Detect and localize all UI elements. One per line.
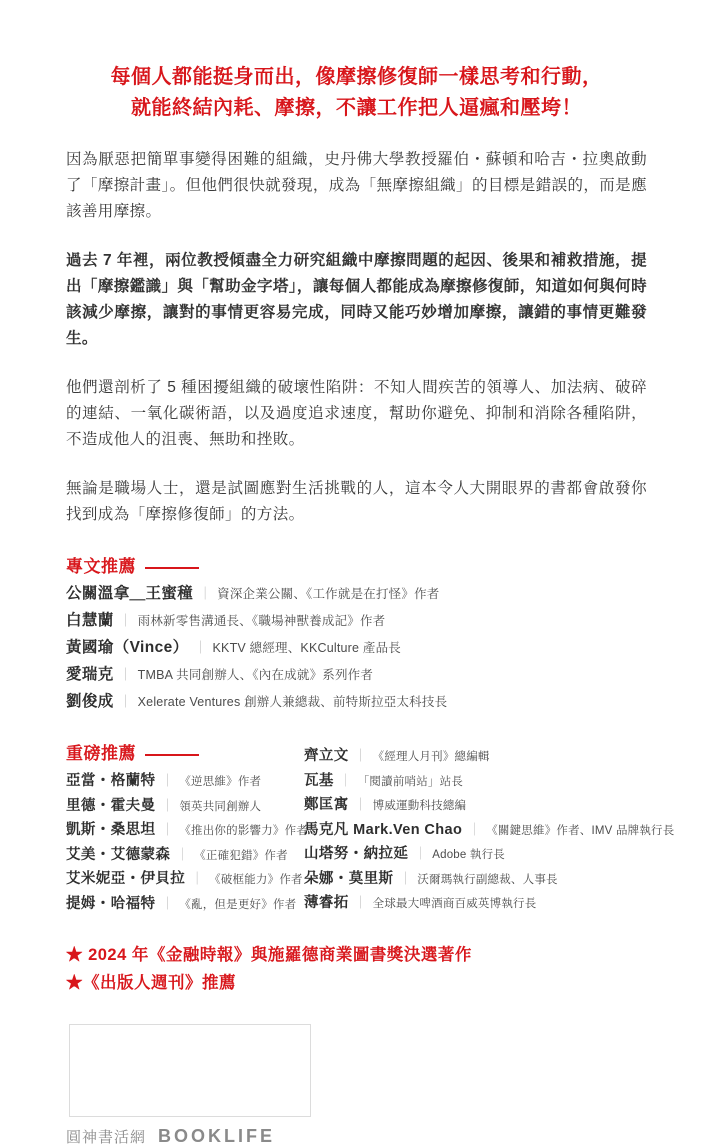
recommender-row [66, 869, 304, 891]
traps-paragraph: 他們還剖析了 5 種困擾組織的破壞性陷阱：不知人間疾苦的領導人、加法病、破碎的連結、一氧化碳術語，以及過度追求速度，幫助你避免、抑制和消除各種陷阱，不造成他人的沮喪、無助和挫敗。 [66, 379, 647, 448]
recommender-name: 亞當・格蘭特 [66, 773, 156, 789]
recommender-title: 博威運動科技總編 [372, 800, 467, 812]
recommender-name: 山塔努・納拉延 [304, 846, 409, 862]
heading-dash-line [145, 567, 199, 570]
recommender-title: 「閱讀前哨站」站長 [357, 775, 464, 788]
logo-chinese-text: 圓神書活網 [66, 1129, 147, 1146]
recommender-name: 提姆・哈福特 [66, 895, 156, 912]
recommender-row [304, 869, 674, 891]
award-line: ★ 2024 年《金融時報》與施羅德商業圖書獎決選著作 [66, 946, 472, 964]
separator-bar: ｜ [175, 846, 189, 862]
recommender-name: 凱斯・桑思坦 [66, 822, 156, 838]
recommender-title: TMBA 共同創辦人、《內在成就》系列作者 [137, 668, 374, 682]
separator-bar: ｜ [354, 748, 368, 763]
recommender-name: 鄭匡寓 [304, 797, 349, 813]
recommender-name: 朵娜・莫里斯 [304, 870, 394, 887]
recommender-row [66, 820, 309, 842]
award-line: ★《出版人週刊》推薦 [66, 974, 236, 992]
recommender-name: 黃國瑜（Vince） [66, 639, 189, 656]
recommender-title: 《推出你的影響力》作者 [179, 825, 309, 837]
recommender-title: 沃爾瑪執行副總裁、人事長 [417, 873, 558, 886]
recommender-name: 里德・霍夫曼 [66, 797, 156, 814]
recommender-row [66, 691, 647, 713]
recommender-name: 白慧蘭 [66, 612, 114, 629]
recommender-row [66, 771, 304, 793]
separator-bar: ｜ [119, 694, 133, 709]
separator-bar: ｜ [354, 895, 368, 910]
separator-bar: ｜ [198, 586, 212, 601]
featured-recommendations-section [66, 556, 647, 713]
recommender-title: Xelerate Ventures 創辦人兼總裁、前特斯拉亞太科技長 [137, 695, 448, 709]
recommender-name: 齊立文 [304, 748, 349, 764]
intro-paragraph: 因為厭惡把簡單事變得困難的組織，史丹佛大學教授羅伯・蘇頓和哈吉・拉奧啟動了「摩擦計畫」。但他們很快就發現，成為「無摩擦組織」的目標是錯誤的，而是應該善用摩擦。 [66, 151, 647, 220]
separator-bar: ｜ [339, 772, 353, 788]
section-heading-label: 專文推薦 [66, 557, 136, 576]
separator-bar: ｜ [160, 822, 174, 837]
recommender-title: 《破框能力》作者 [209, 874, 303, 886]
recommender-title: 資深企業公關、《工作就是在打怪》作者 [217, 587, 440, 601]
recommender-title: 《經理人月刊》總編輯 [372, 751, 490, 763]
heavyweight-recommendations-heading [66, 743, 304, 765]
recommender-title: 《逆思維》作者 [179, 776, 262, 788]
empty-image-placeholder-box [69, 1024, 311, 1117]
recommender-title: 領英共同創辦人 [179, 800, 262, 813]
recommender-row [304, 893, 674, 915]
separator-bar: ｜ [413, 846, 427, 861]
recommender-row [66, 583, 647, 605]
heavyweight-left-column [66, 743, 309, 915]
recommender-row [66, 637, 647, 659]
recommender-title: 《關鍵思維》作者、IMV 品牌執行長 [486, 824, 675, 837]
recommender-row [304, 820, 674, 842]
recommender-name: 馬克凡 Mark.Ven Chao [304, 821, 463, 838]
recommender-name: 劉俊成 [66, 693, 114, 710]
recommender-title: 全球最大啤酒商百威英博執行長 [372, 898, 537, 910]
recommender-title: 《亂，但是更好》作者 [179, 898, 297, 911]
recommender-row [304, 746, 674, 768]
recommender-row [66, 664, 647, 686]
separator-bar: ｜ [467, 821, 481, 837]
separator-bar: ｜ [398, 870, 412, 886]
booklife-logo [66, 1126, 647, 1147]
heading-dash-line [145, 754, 199, 757]
recommender-title: 《正確犯錯》作者 [194, 849, 288, 862]
separator-bar: ｜ [354, 797, 368, 812]
separator-bar: ｜ [190, 871, 204, 886]
separator-bar: ｜ [160, 895, 174, 911]
headline-line-2: 就能終結內耗、摩擦，不讓工作把人逼瘋和壓垮！ [131, 97, 582, 119]
recommender-name: 瓦基 [304, 772, 334, 789]
recommender-name: 艾美・艾德蒙森 [66, 846, 171, 863]
recommender-row [66, 796, 304, 818]
recommender-row [66, 845, 304, 867]
section-heading-label: 重磅推薦 [66, 744, 136, 763]
recommender-row [304, 771, 674, 793]
recommender-name: 薄睿拓 [304, 895, 349, 911]
recommender-title: Adobe 執行長 [432, 849, 505, 861]
page-title [66, 62, 647, 124]
recommender-title: KKTV 總經理、KKCulture 產品長 [212, 641, 401, 655]
research-paragraph: 過去 7 年裡，兩位教授傾盡全力研究組織中摩擦問題的起因、後果和補救措施，提出「摩擦鑑識」與「幫助金字塔」，讓每個人都能成為摩擦修復師，知道如何與何時該減少摩擦，讓對的事情更容易完成，同時又能巧妙增加摩擦，讓錯的事情更難發生。 [66, 252, 647, 347]
recommender-name: 艾米妮亞・伊貝拉 [66, 871, 186, 887]
recommender-row [304, 844, 674, 866]
separator-bar: ｜ [160, 797, 174, 813]
featured-recommendations-heading [66, 556, 647, 578]
recommender-row [304, 795, 674, 817]
recommender-name: 愛瑞克 [66, 666, 114, 683]
audience-paragraph: 無論是職場人士，還是試圖應對生活挑戰的人，這本令人大開眼界的書都會啟發你找到成為「摩擦修復師」的方法。 [66, 480, 647, 523]
recommender-row [66, 894, 304, 916]
separator-bar: ｜ [160, 773, 174, 788]
heavyweight-recommendations-section [66, 743, 675, 915]
recommender-title: 雨林新零售溝通長、《職場神獸養成記》作者 [137, 614, 386, 628]
recommender-name: 公關溫拿＿王蜜穜 [66, 585, 194, 602]
logo-english-wordmark: BOOKLIFE [158, 1126, 276, 1146]
headline-line-1: 每個人都能挺身而出，像摩擦修復師一樣思考和行動， [110, 66, 603, 88]
separator-bar: ｜ [119, 613, 133, 628]
heavyweight-right-column [304, 743, 674, 915]
separator-bar: ｜ [119, 667, 133, 682]
recommender-row [66, 610, 647, 632]
awards-section [66, 941, 647, 997]
separator-bar: ｜ [194, 640, 208, 655]
